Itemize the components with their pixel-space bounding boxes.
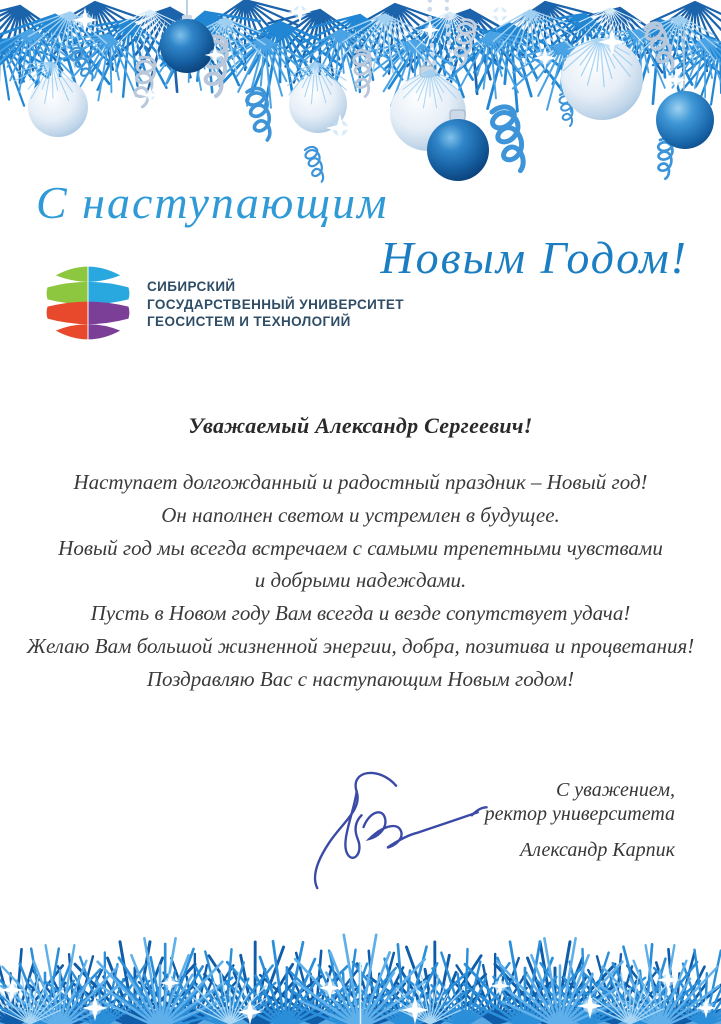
letter-line: Новый год мы всегда встречаем с самыми трепетными чувствами [58,535,663,560]
bauble-light [561,38,643,120]
bauble-dark [160,19,214,73]
letter-line: Поздравляю Вас с наступающим Новым годом! [146,666,575,691]
signature-closing-line1: С уважением, [555,779,675,801]
university-name-line3: ГЕОСИСТЕМ И ТЕХНОЛОГИЙ [147,314,351,329]
letter-line: Пусть в Новом году Вам всегда и везде сопутствует удача! [90,601,631,626]
signature-closing-line2: ректор университета [484,802,675,825]
university-logo-globe-icon [42,257,134,349]
bottom-decoration [0,928,721,1024]
bauble-light [28,77,88,137]
signature-name: Александр Карпик [520,839,675,861]
university-logo [42,257,404,349]
university-name-line1: СИБИРСКИЙ [147,279,236,294]
university-name-line2: ГОСУДАРСТВЕННЫЙ УНИВЕРСИТЕТ [147,296,404,312]
handwritten-signature [303,766,493,894]
bauble-dark [427,119,489,181]
top-decoration [0,0,721,192]
university-name [147,278,404,349]
salutation: Уважаемый Александр Сергеевич! [188,413,533,438]
headline-line1: С наступающим [36,177,389,228]
letter-line: Желаю Вам большой жизненной энергии, добра, позитива и процветания! [26,633,695,658]
letter-line: и добрыми надеждами. [254,568,467,593]
letter-body [0,466,721,696]
headline-line2: Новым Годом! [380,232,688,283]
letter-line: Наступает долгожданный и радостный праздник – Новый год! [73,470,648,494]
letter-line: Он наполнен светом и устремлен в будущее. [161,502,560,527]
bauble-blue [656,91,714,149]
signature-block [485,779,675,863]
